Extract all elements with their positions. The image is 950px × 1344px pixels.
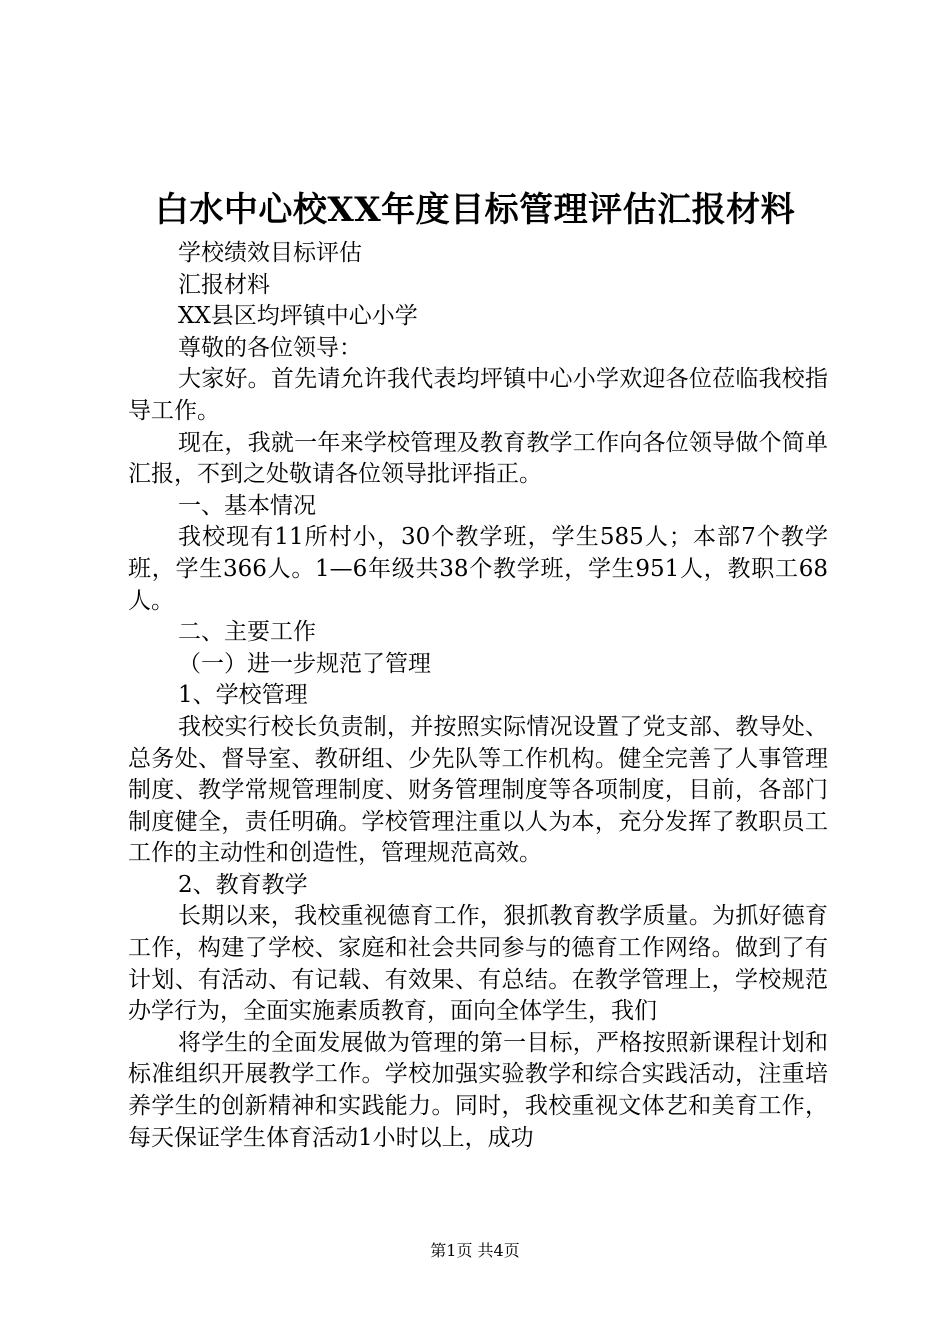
section-heading: 二、主要工作 bbox=[178, 619, 316, 646]
subsection-heading: 1、学校管理 bbox=[178, 682, 308, 709]
salutation-line: 尊敬的各位领导： bbox=[178, 334, 362, 361]
page-indicator: 第1页 共4页 bbox=[430, 1241, 520, 1260]
section-heading: 一、基本情况 bbox=[178, 492, 316, 519]
document-title: 白水中心校XX年度目标管理评估汇报材料 bbox=[154, 190, 796, 230]
subtitle-line: 汇报材料 bbox=[178, 271, 270, 298]
body-paragraph: 我校现有11所村小，30个教学班，学生585人；本部7个教学班，学生366人。1—6年级共38个教学班，学生951人，教职工68人。 bbox=[128, 524, 828, 614]
document-body bbox=[128, 238, 828, 1154]
subsection-heading: 2、教育教学 bbox=[178, 871, 308, 898]
body-paragraph: 大家好。首先请允许我代表均坪镇中心小学欢迎各位莅临我校指导工作。 bbox=[128, 366, 828, 424]
subsection-heading: （一）进一步规范了管理 bbox=[178, 650, 431, 677]
school-name-line: XX县区均坪镇中心小学 bbox=[178, 303, 418, 330]
body-paragraph: 长期以来，我校重视德育工作，狠抓教育教学质量。为抓好德育工作，构建了学校、家庭和社会共同参与的德育工作网络。做到了有计划、有活动、有记载、有效果、有总结。在教学管理上，学校规范办学行为，全面实施素质教育，面向全体学生，我们 bbox=[128, 903, 828, 1025]
subtitle-line: 学校绩效目标评估 bbox=[178, 240, 362, 266]
body-paragraph: 我校实行校长负责制，并按照实际情况设置了党支部、教导处、总务处、督导室、教研组、少先队等工作机构。健全完善了人事管理制度、教学常规管理制度、财务管理制度等各项制度，目前，各部门制度健全，责任明确。学校管理注重以人为本，充分发挥了教职员工工作的主动性和创造性，管理规范高效。 bbox=[128, 713, 828, 867]
body-paragraph: 将学生的全面发展做为管理的第一目标，严格按照新课程计划和标准组织开展教学工作。学校加强实验教学和综合实践活动，注重培养学生的创新精神和实践能力。同时，我校重视文体艺和美育工作，每天保证学生体育活动1小时以上，成功 bbox=[128, 1029, 828, 1151]
body-paragraph: 现在，我就一年来学校管理及教育教学工作向各位领导做个简单汇报，不到之处敬请各位领导批评指正。 bbox=[128, 429, 828, 488]
